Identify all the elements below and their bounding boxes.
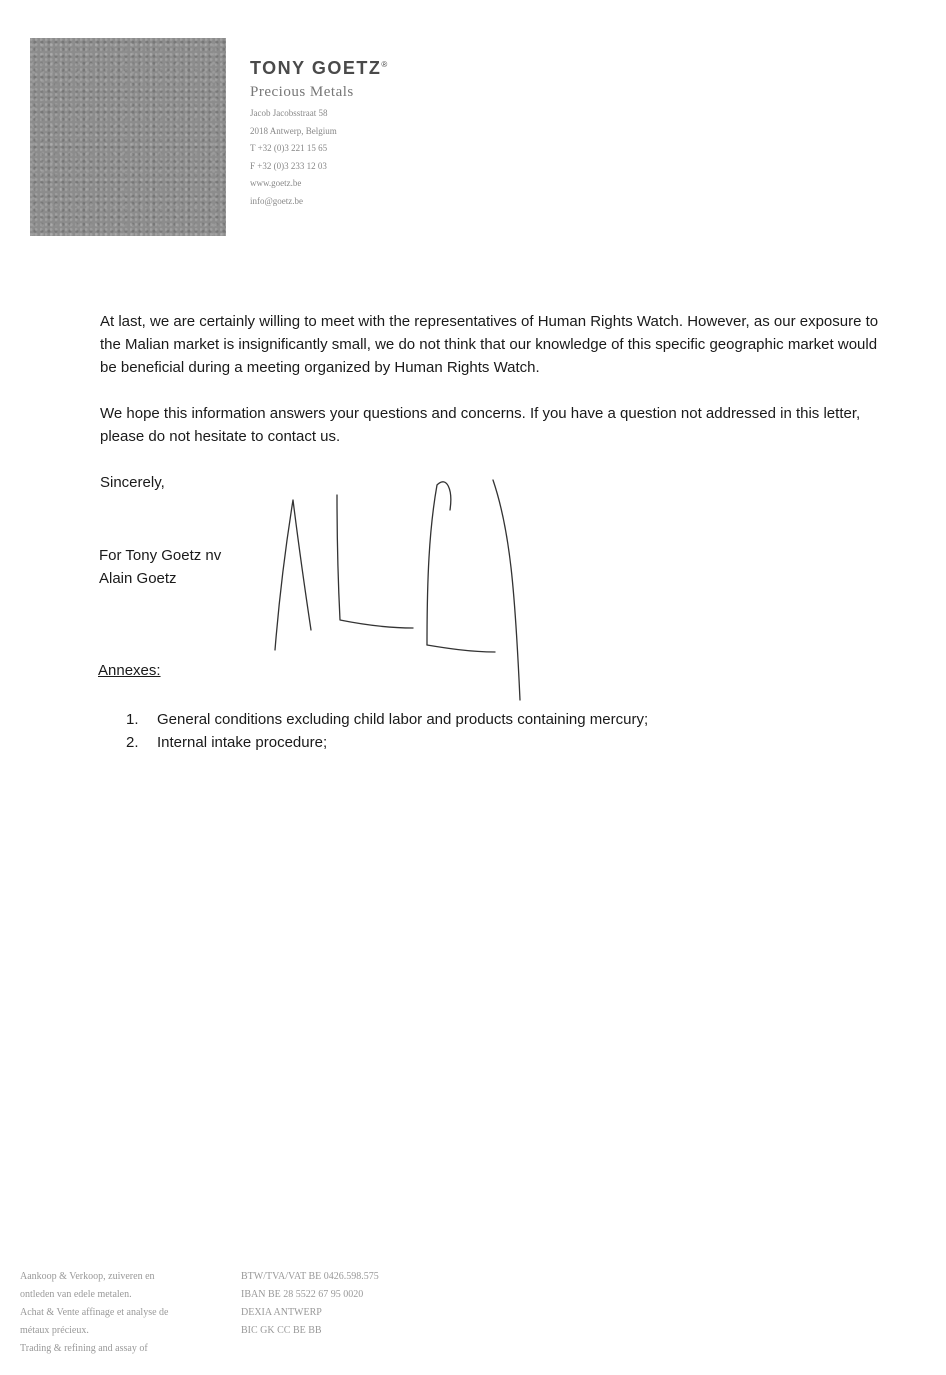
signoff — [99, 544, 221, 590]
signature-image — [265, 470, 535, 705]
signoff-person: Alain Goetz — [99, 570, 177, 587]
company-name: TONY GOETZ® — [250, 58, 389, 78]
annexes-heading: Annexes: — [98, 662, 161, 679]
email-line: info@goetz.be — [250, 195, 304, 206]
annex-list — [126, 708, 648, 754]
website-line: www.goetz.be — [250, 178, 302, 188]
letterhead — [250, 58, 389, 210]
closing: Sincerely, — [100, 474, 165, 491]
body-paragraph-2: We hope this information answers your questions and concerns. If you have a question not addressed in this letter, please do not hesitate to contact us. — [100, 405, 861, 445]
phone-line: T +32 (0)3 221 15 65 — [250, 143, 328, 153]
address-line: Jacob Jacobsstraat 58 — [250, 108, 328, 118]
logo-image — [30, 38, 226, 236]
footer-services: Aankoop & Verkoop, zuiveren en ontleden van edele metalen. Achat & Vente affinage et analyse de métaux précieux. Trading & refining and assay of — [20, 1271, 169, 1354]
address-line: 2018 Antwerp, Belgium — [250, 125, 337, 136]
footer-bank-details: BTW/TVA/VAT BE 0426.598.575 IBAN BE 28 5522 67 95 0020 DEXIA ANTWERP BIC GK CC BE BB — [241, 1271, 379, 1336]
list-item: 2. Internal intake procedure; — [126, 734, 328, 751]
company-contact — [250, 105, 389, 210]
company-subtitle: Precious Metals — [250, 84, 354, 100]
signoff-company: For Tony Goetz nv — [99, 547, 222, 564]
list-item: 1. General conditions excluding child labor and products containing mercury; — [126, 711, 649, 728]
body-paragraph-1: At last, we are certainly willing to meet with the representatives of Human Rights Watch. However, as our exposure to the Malian market is insignificantly small, we do not think that our knowledge of this specific geographic market would be beneficial during a meeting organized by Human Rights Watch. — [100, 313, 879, 376]
fax-line: F +32 (0)3 233 12 03 — [250, 160, 327, 171]
